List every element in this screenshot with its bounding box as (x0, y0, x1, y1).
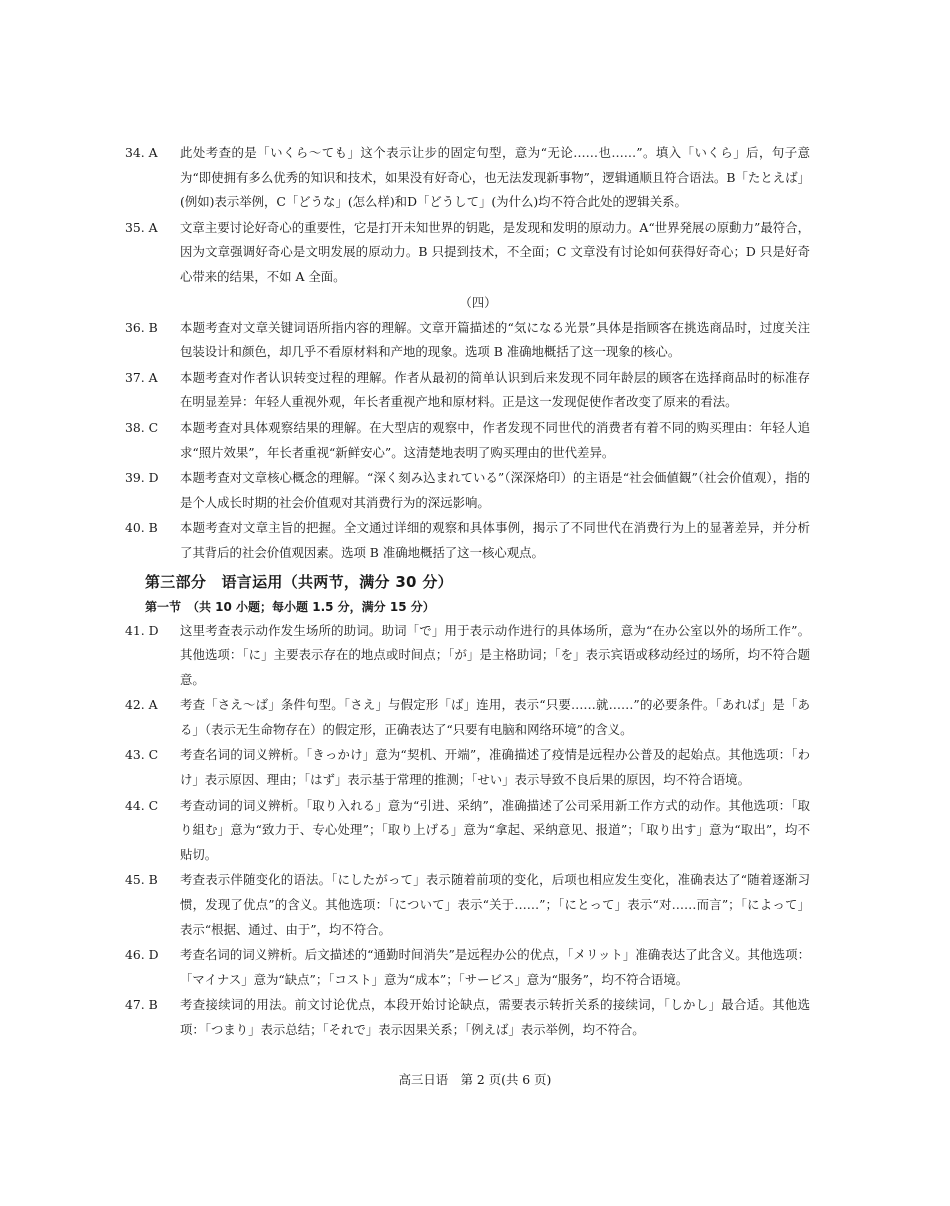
answer-number: 39. D (125, 470, 159, 486)
answer-explanation: 本题考查对文章关键词语所指内容的理解。文章开篇描述的“気になる光景”具体是指顾客在挑选商品时，过度关注包装设计和颜色，却几乎不看原材料和产地的现象。选项 B 准确地概括了这一现象的核心。 (180, 319, 810, 360)
answer-item (125, 466, 810, 515)
answer-explanation: 考查动词的词义辨析。「取り入れる」意为“引进、采纳”，准确描述了公司采用新工作方式的动作。其他选项：「取り組む」意为“致力于、专心处理”；「取り上げる」意为“拿起、采纳意见、报道”；「取り出す」意为“取出”，均不贴切。 (180, 797, 810, 862)
answer-explanation: 考查表示伴随变化的语法。「にしたがって」表示随着前项的变化，后项也相应发生变化，准确表达了“随着逐渐习惯，发现了优点”的含义。其他选项：「について」表示“关于……”；「にとって」表示“对……而言”；「によって」表示“根据、通过、由于”，均不符合。 (180, 872, 810, 937)
answer-item (125, 516, 810, 565)
answer-item (125, 619, 810, 693)
answer-explanation: 此处考查的是「いくら～ても」这个表示让步的固定句型，意为“无论……也……”。填入「いくら」后，句子意为“即使拥有多么优秀的知识和技术，如果没有好奇心，也无法发现新事物”，逻辑通顺且符合语法。B「たとえば」(例如)表示举例，C「どうな」(怎么样)和D「どうして」(为什么)均不符合此处的逻辑关系。 (180, 145, 810, 210)
answer-group-c (125, 619, 810, 1043)
answer-number: 37. A (125, 369, 158, 385)
answer-number: 47. B (125, 997, 158, 1013)
answer-explanation: 考查名词的词义辨析。后文描述的“通勤时间消失”是远程办公的优点，「メリット」准确表达了此含义。其他选项：「マイナス」意为“缺点”；「コスト」意为“成本”；「サービス」意为“服务”，均不符合语境。 (180, 947, 810, 987)
answer-number: 42. A (125, 697, 158, 713)
answer-item (125, 416, 810, 465)
answer-number: 36. B (125, 319, 158, 335)
section-title: 第一节 （共 10 小题；每小题 1.5 分，满分 15 分） (145, 599, 435, 614)
answer-item (125, 943, 810, 992)
part-title: 第三部分 语言运用（共两节，满分 30 分） (145, 572, 453, 591)
answer-number: 44. C (125, 797, 159, 813)
answer-number: 35. A (125, 219, 158, 235)
answer-group-a (125, 141, 810, 290)
answer-explanation: 本题考查对作者认识转变过程的理解。作者从最初的简单认识到后来发现不同年龄层的顾客在选择商品时的标准存在明显差异：年轻人重视外观，年长者重视产地和原材料。正是这一发现促使作者改变了原来的看法。 (180, 369, 810, 410)
answer-explanation: 本题考查对具体观察结果的理解。在大型店的观察中，作者发现不同世代的消费者有着不同的购买理由：年轻人追求“照片效果”，年长者重视“新鲜安心”。这清楚地表明了购买理由的世代差异。 (180, 419, 810, 460)
answer-item (125, 868, 810, 942)
answer-item (125, 693, 810, 742)
subsection-title: （四） (459, 294, 497, 310)
answer-explanation: 本题考查对文章核心概念的理解。“深く刻み込まれている”（深深烙印）的主语是“社会価値観”（社会价值观），指的是个人成长时期的社会价值观对其消费行为的深远影响。 (180, 470, 810, 510)
answer-item (125, 216, 810, 290)
answer-item (125, 141, 810, 215)
answer-explanation: 考查「さえ～ば」条件句型。「さえ」与假定形「ば」连用，表示“只要……就……”的必要条件。「あれば」是「ある」（表示无生命物存在）的假定形，正确表达了“只要有电脑和网络环境”的含义。 (180, 697, 810, 737)
answer-number: 40. B (125, 520, 158, 536)
answer-explanation: 考查接续词的用法。前文讨论优点，本段开始讨论缺点，需要表示转折关系的接续词，「しかし」最合适。其他选项：「つまり」表示总结；「それで」表示因果关系；「例えば」表示举例，均不符合。 (180, 997, 810, 1037)
answer-page (125, 141, 810, 1044)
answer-item (125, 743, 810, 792)
answer-number: 41. D (125, 622, 159, 638)
answer-explanation: 本题考查对文章主旨的把握。全文通过详细的观察和具体事例，揭示了不同世代在消费行为上的显著差异，并分析了其背后的社会价值观因素。选项 B 准确地概括了这一核心观点。 (180, 520, 810, 560)
answer-item (125, 366, 810, 415)
answer-number: 43. C (125, 747, 159, 763)
answer-group-b (125, 316, 810, 566)
answer-explanation: 文章主要讨论好奇心的重要性，它是打开未知世界的钥匙，是发现和发明的原动力。A“世界発展の原動力”最符合，因为文章强调好奇心是文明发展的原动力。B 只提到技术，不全面；C 文章没有讨论如何获得好奇心；D 只是好奇心带来的结果，不如 A 全面。 (180, 219, 810, 284)
answer-number: 34. A (125, 145, 158, 160)
answer-number: 46. D (125, 947, 159, 963)
answer-item (125, 993, 810, 1042)
answer-item (125, 316, 810, 365)
answer-explanation: 考查名词的词义辨析。「きっかけ」意为“契机、开端”，准确描述了疫情是远程办公普及的起始点。其他选项：「わけ」表示原因、理由；「はず」表示基于常理的推测；「せい」表示导致不良后果的原因，均不符合语境。 (180, 747, 810, 788)
answer-number: 45. B (125, 872, 158, 888)
page-footer: 高三日语 第 2 页(共 6 页) (398, 1072, 552, 1087)
answer-number: 38. C (125, 419, 159, 435)
answer-item (125, 794, 810, 868)
answer-explanation: 这里考查表示动作发生场所的助词。助词「で」用于表示动作进行的具体场所，意为“在办公室以外的场所工作”。其他选项：「に」主要表示存在的地点或时间点；「が」是主格助词；「を」表示宾语或移动经过的场所，均不符合题意。 (180, 622, 810, 687)
